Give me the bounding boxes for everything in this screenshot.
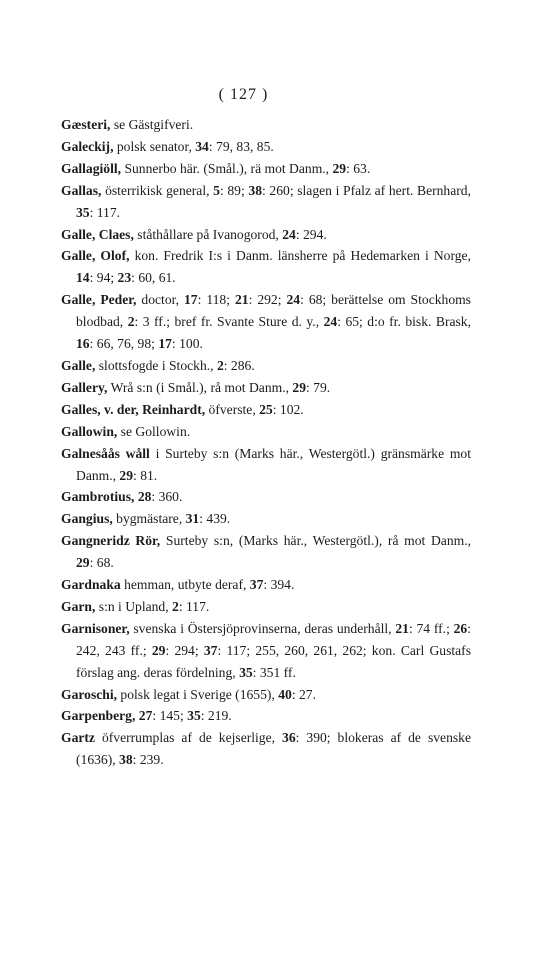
entry-references: österrikisk general, 5: 89; 38: 260; slagen i Pfalz af hert. Bernhard, 35: 117.	[76, 182, 471, 220]
entry-headword: Garpenberg,	[61, 708, 136, 724]
index-entry	[61, 574, 471, 596]
entry-headword: Garnisoner,	[61, 620, 130, 636]
entry-headword: Gallas,	[61, 182, 102, 198]
entry-references: doctor, 17: 118; 21: 292; 24: 68; berättelse om Stockhoms blodbad, 2: 3 ff.; bref fr. Svante Sture d. y., 24: 65; d:o fr. bisk. Brask, 16: 66, 76, 98; 17: 100.	[76, 292, 472, 352]
entry-references: svenska i Östersjöprovinserna, deras underhåll, 21: 74 ff.; 26: 242, 243 ff.; 29: 294; 37: 117; 255, 260, 261, 262; kon. Carl Gustafs förslag ang. deras fördelning, 35: 351 ff.	[76, 620, 471, 680]
entry-references: polsk senator, 34: 79, 83, 85.	[113, 138, 274, 154]
entry-headword: Galnesåås wåll	[61, 445, 150, 461]
entry-headword: Gallagiöll,	[61, 160, 122, 176]
index-entry	[61, 289, 471, 355]
index-entry	[61, 684, 471, 706]
page-number: ( 127 )	[218, 86, 269, 103]
entry-references: hemman, utbyte deraf, 37: 394.	[120, 577, 295, 593]
entry-headword: Galle, Claes,	[61, 226, 134, 242]
entry-references: s:n i Upland, 2: 117.	[95, 598, 210, 614]
entry-headword: Gallowin,	[61, 423, 118, 439]
entry-references: Sunnerbo här. (Smål.), rä mot Danm., 29: 63.	[121, 160, 371, 176]
entry-references: ståthållare på Ivanogorod, 24: 294.	[133, 226, 327, 242]
entry-references: öfverrumplas af de kejserlige, 36: 390; blokeras af de svenske (1636), 38: 239.	[76, 730, 471, 768]
entry-references: slottsfogde i Stockh., 2: 286.	[95, 357, 255, 373]
entry-headword: Gartz	[61, 730, 95, 746]
entry-references: polsk legat i Sverige (1655), 40: 27.	[117, 686, 316, 702]
index-entry	[61, 596, 471, 618]
entry-headword: Gambrotius,	[61, 489, 135, 505]
entry-headword: Garn,	[61, 598, 96, 614]
index-entry	[61, 355, 471, 377]
entry-headword: Galle,	[61, 357, 96, 373]
index-entry	[61, 530, 471, 574]
entry-references: öfverste, 25: 102.	[205, 401, 304, 417]
index-entry	[61, 486, 471, 508]
index-entry	[61, 421, 471, 443]
entry-headword: Gangneridz Rör,	[61, 533, 161, 549]
entry-headword: Gangius,	[61, 511, 113, 527]
entry-references: 27: 145; 35: 219.	[138, 708, 232, 724]
index-entry	[61, 245, 471, 289]
entry-headword: Galle, Peder,	[61, 292, 137, 308]
index-entry	[61, 727, 471, 771]
entry-headword: Galles, v. der, Reinhardt,	[61, 401, 206, 417]
entry-references: Surteby s:n, (Marks här., Westergötl.), rå mot Danm., 29: 68.	[76, 533, 472, 571]
index-entry	[61, 114, 471, 136]
index-entry	[61, 705, 471, 727]
entry-references: bygmästare, 31: 439.	[112, 511, 231, 527]
index-entry	[61, 443, 471, 487]
entry-headword: Gardnaka	[61, 577, 121, 593]
index-entry	[61, 377, 471, 399]
entry-references: i Surteby s:n (Marks här., Westergötl.) gränsmärke mot Danm., 29: 81.	[76, 445, 471, 483]
entry-headword: Garoschi,	[61, 686, 118, 702]
entry-references: 28: 360.	[137, 489, 183, 505]
entry-headword: Galeckij,	[61, 138, 114, 154]
index-entry	[61, 399, 471, 421]
entry-references: se Gollowin.	[117, 423, 191, 439]
index-entries	[61, 114, 471, 771]
entry-headword: Galle, Olof,	[61, 248, 130, 264]
entry-references: Wrå s:n (i Smål.), rå mot Danm., 29: 79.	[107, 379, 331, 395]
index-entry	[61, 224, 471, 246]
entry-headword: Gallery,	[61, 379, 108, 395]
entry-references: kon. Fredrik I:s i Danm. länsherre på Hedemarken i Norge, 14: 94; 23: 60, 61.	[76, 248, 471, 286]
index-entry	[61, 136, 471, 158]
index-entry	[61, 618, 471, 684]
entry-references: se Gästgifveri.	[110, 117, 194, 132]
entry-headword: Gæsteri,	[61, 117, 111, 132]
index-entry	[61, 508, 471, 530]
index-entry	[61, 180, 471, 224]
index-entry	[61, 158, 471, 180]
